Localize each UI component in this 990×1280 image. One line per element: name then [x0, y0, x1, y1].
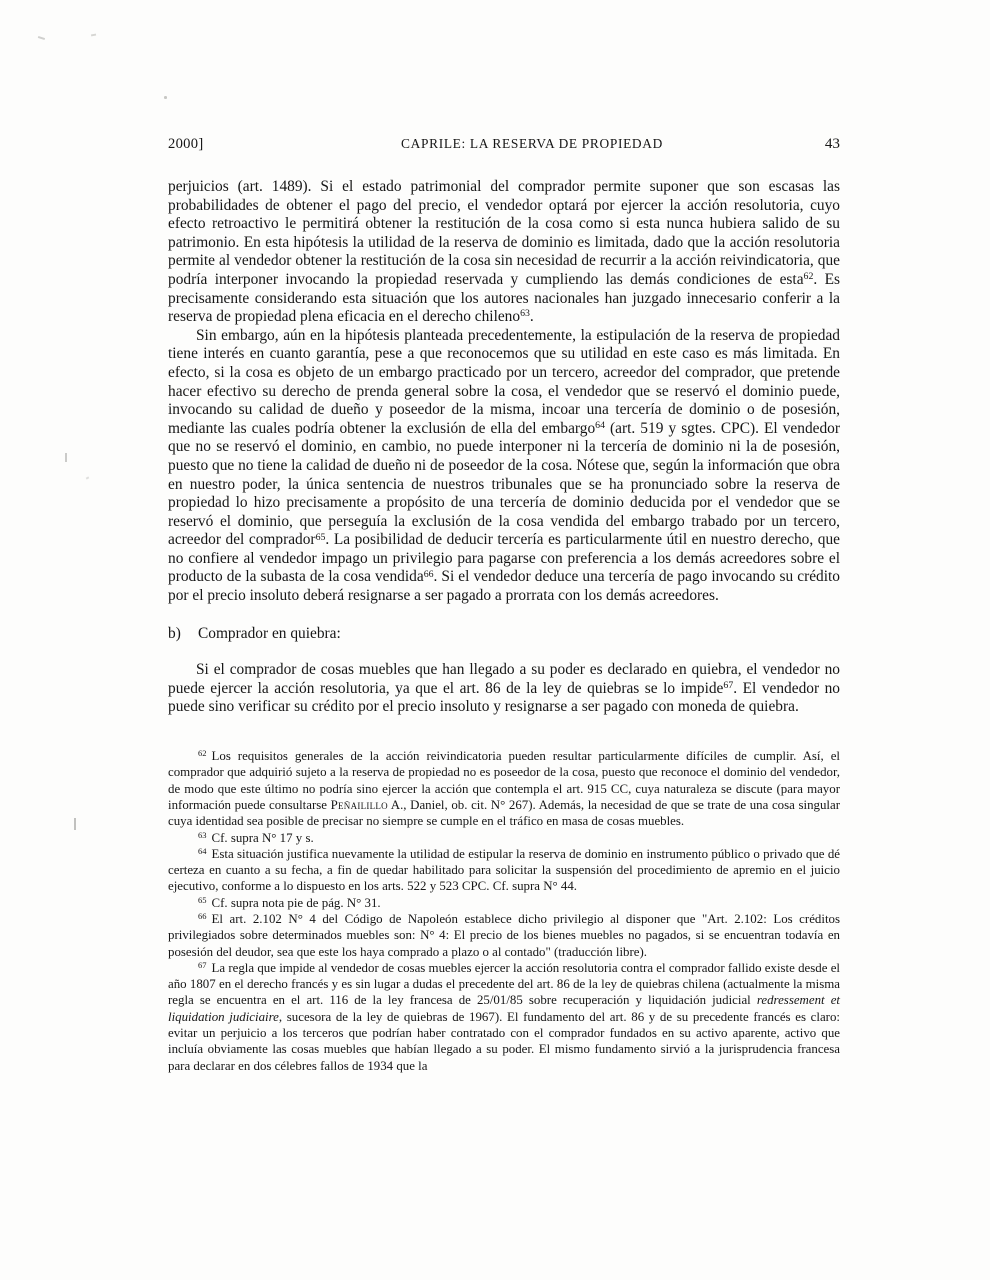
text-segment: . La posibilidad de deducir tercería es particularmente útil en nuestro derecho, que no confiere al vendedor impago un privilegio para pagarse con preferencia a los demás acreedores sobre el producto de la subasta de la cosa vendida — [168, 531, 840, 586]
footnote-ref-66: 66 — [423, 568, 434, 580]
text-segment: Sin embargo, aún en la hipótesis planteada precedentemente, la estipulación de la reserva de propiedad tiene interés en cuanto garantía, pese a que reconocemos que su utilidad en este caso es más limitada. En efecto, si la cosa es objeto de un embargo practicado por un tercero, acreedor del comprador, que pretende hacer efectivo su derecho de prenda general sobre la cosa, el vendedor que se reservó el dominio puede, invocando su calidad de dueño y poseedor de la misma, incoar una tercería de dominio o de posesión, mediante las cuales podría obtener la exclusión de ella del embargo — [168, 326, 840, 437]
footnote-text: El art. 2.102 N° 4 del Código de Napoleón establece dicho privilegio al disponer que "Art. 2.102: Los créditos privilegiados sobre determinados muebles son: N° 4: El precio de los bienes muebles no pagados, si se encuentran todavía en posesión del deudor, sea que este los haya comprado a plazo o al contado" (traducción libre). — [168, 912, 840, 959]
footnote-ref-64: 64 — [595, 420, 605, 431]
body-paragraph-2 — [168, 327, 840, 606]
footnote-67 — [168, 960, 840, 1074]
footnotes-section — [168, 748, 840, 1074]
footnote-number: 67 — [198, 960, 207, 971]
section-heading-marker: b) — [168, 624, 181, 642]
footnote-number: 62 — [198, 748, 207, 759]
text-segment: Si el comprador de cosas muebles que han llegado a su poder es declarado en quiebra, el vendedor no puede ejercer la acción resolutoria, ya que el art. 86 de la ley de quiebras se lo impide — [168, 661, 840, 697]
footnote-number: 64 — [198, 845, 207, 856]
footnote-65 — [168, 895, 840, 911]
body-paragraph-1 — [168, 178, 840, 327]
text-segment: perjuicios (art. 1489). Si el estado patrimonial del comprador permite suponer que son escasas las probabilidades de obtener el pago del precio, el vendedor optará por ejercer la acción resolutoria, cuyo efecto retroactivo le permitirá obtener la restitución de la cosa como si esta nunca hubiera salido de su patrimonio. En esta hipótesis la utilidad de la reserva de dominio es limitada, dado que la acción resolutoria permite al vendedor obtener la restitución de la cosa sin necesidad de recurrir a la acción reivindicatoria, que podría interponer invocando la propiedad reservada y cumpliendo las demás condiciones de esta — [168, 178, 840, 288]
footnote-law-title: redressement et liquidation judiciaire — [168, 993, 840, 1024]
scan-artifact — [86, 476, 90, 479]
footnote-text: Cf. supra N° 17 y s. — [211, 830, 314, 845]
page-header — [168, 135, 840, 153]
footnote-ref-63: 63 — [520, 308, 530, 320]
section-heading-label: Comprador en quiebra: — [198, 624, 341, 642]
scan-artifact — [65, 453, 67, 462]
footnote-number: 65 — [198, 894, 207, 905]
text-segment: . — [529, 308, 534, 326]
footnote-ref-62: 62 — [803, 271, 814, 283]
footnote-64 — [168, 846, 840, 895]
footnote-ref-65: 65 — [315, 531, 326, 543]
text-segment: . El vendedor no puede sino verificar su crédito por el precio insoluto y resignarse a ser pagado con moneda de quiebra. — [168, 679, 840, 716]
footnote-63 — [168, 830, 840, 846]
page-content — [168, 135, 840, 1074]
footnote-ref-67: 67 — [723, 680, 734, 692]
text-segment: . Es precisamente considerando esta situación que los autores nacionales han juzgado innecesario conferir a la reserva de propiedad plena eficacia en el derecho chileno — [168, 270, 841, 326]
footnote-text: A., Daniel, ob. cit. N° 267). Además, la necesidad de que se trate de una cosa singular cuya identidad sea posible de precisar no siempre se cumple en el tráfico en masa de cosas muebles. — [168, 797, 841, 829]
footnote-62 — [168, 748, 840, 829]
body-text — [168, 178, 840, 717]
header-page-number: 43 — [824, 135, 840, 152]
footnote-text: Cf. supra nota pie de pág. N° 31. — [211, 895, 381, 910]
footnote-text: La regla que impide al vendedor de cosas muebles ejercer la acción resolutoria contra el comprador fallido existe desde el año 1807 en el derecho francés y es sin lugar a dudas el precedente del art. 86 de la ley de quiebras chilena (actualmente la misma regla se encuentra en el art. 116 de la ley francesa de 25/01/85 sobre recuperación y liquidación judicial — [168, 960, 840, 1008]
header-year-label: 2000] — [168, 136, 204, 152]
scan-artifact — [74, 818, 76, 830]
scan-artifact — [164, 96, 167, 99]
body-paragraph-3 — [168, 661, 840, 717]
header-running-title: CAPRILE: LA RESERVA DE PROPIEDAD — [401, 136, 663, 151]
footnote-text: Esta situación justifica nuevamente la utilidad de estipular la reserva de dominio en instrumento público o privado que dé certeza en cuanto a su fecha, a fin de quedar habilitado para solicitar la suspensión del procedimiento de apremio en el juicio ejecutivo, conforme a lo dispuesto en los arts. 522 y 523 CPC. Cf. supra N° 44. — [168, 846, 840, 894]
footnote-66 — [168, 911, 840, 960]
footnote-author-name: Peñailillo — [330, 797, 388, 812]
scan-artifact — [38, 36, 45, 40]
text-segment: . Si el vendedor deduce una tercería de pago invocando su crédito por el precio insoluto deberá resignarse a ser pagado a prorrata con los demás acreedores. — [168, 568, 840, 605]
footnote-text: Los requisitos generales de la acción reivindicatoria pueden resultar particularmente difíciles de cumplir. Así, el comprador que adquirió sujeto a la reserva de propiedad no es poseedor de la cosa, puesto que reconoce el dominio del vendedor, de modo que este último no podría sino ejercer la acción que contempla el art. 915 CC, cuya naturaleza se discute (para mayor información puede consultarse — [168, 749, 840, 812]
section-heading — [168, 625, 840, 644]
footnote-number: 66 — [198, 911, 207, 922]
footnote-number: 63 — [198, 829, 207, 840]
scan-artifact — [91, 34, 96, 36]
footnote-text: , sucesora de la ley de quiebras de 1967). El fundamento del art. 86 y de su precedente francés es claro: evitar un perjuicio a los terceros que podrían haber contratado con el comprador fundados en su activo aparente, activo que incluía obviamente las cosas muebles que habían llegado a su poder. El mismo fundamento sirvió a la jurisprudencia francesa para declarar en dos célebres fallos de 1934 que la — [168, 1009, 840, 1073]
text-segment: (art. 519 y sgtes. CPC). El vendedor que no se reservó el dominio, en cambio, no puede interponer ni la tercería de dominio ni la de posesión, puesto que no tiene la calidad de dueño ni de poseedor de la cosa. Nótese que, según la información que obra en nuestro poder, la única sentencia de nuestros tribunales que se ha pronunciado sobre la reserva de propiedad lo hizo precisamente a propósito de una tercería de dominio deducida por el vendedor que se reservó el dominio, que perseguía la exclusión de la cosa vendida del embargo trabado por un tercero, acreedor del comprador — [168, 419, 840, 549]
